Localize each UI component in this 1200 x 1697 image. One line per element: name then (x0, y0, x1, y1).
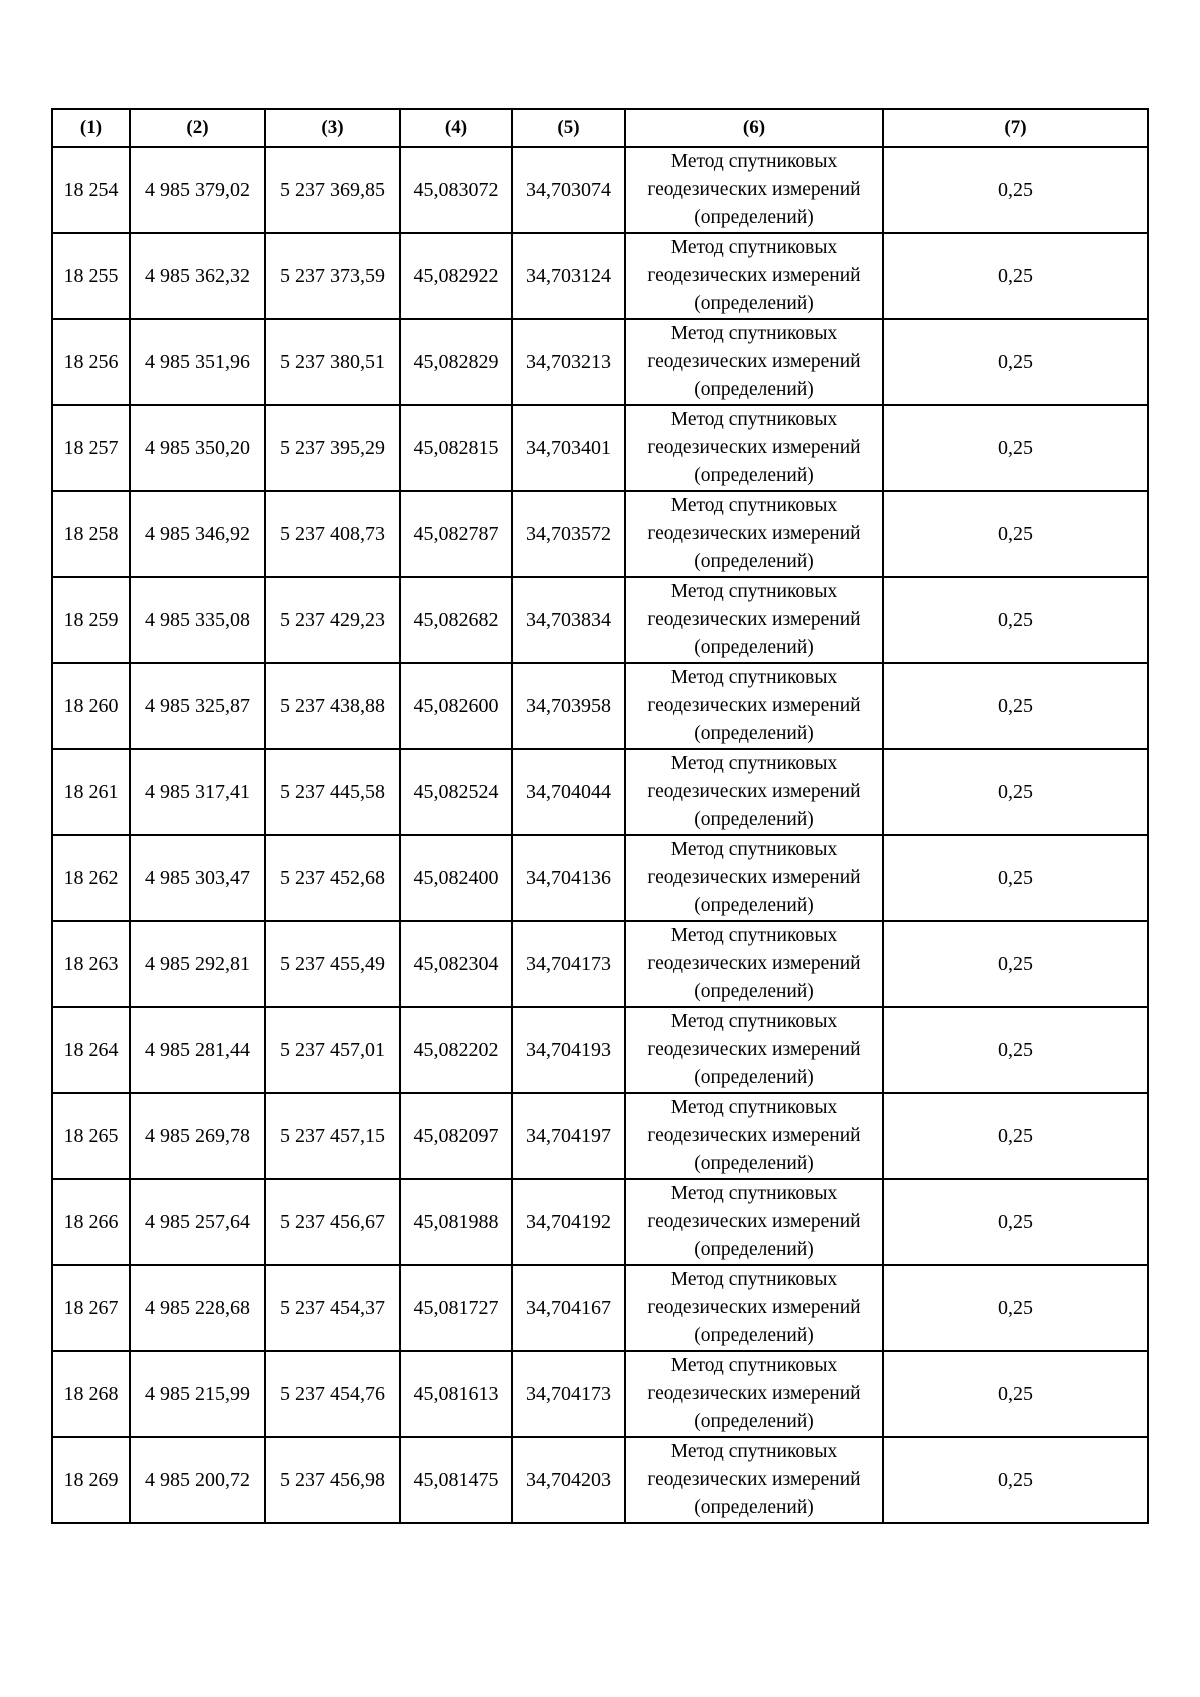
method-text-line: геодезических измерений (647, 179, 861, 200)
point-number-cell: 18 268 (52, 1351, 130, 1437)
latitude-cell: 45,081727 (400, 1265, 512, 1351)
x-coordinate-cell: 4 985 317,41 (130, 749, 265, 835)
method-cell (625, 1351, 883, 1437)
point-number-cell: 18 263 (52, 921, 130, 1007)
longitude-cell: 34,704173 (512, 1351, 625, 1437)
accuracy-cell: 0,25 (883, 835, 1148, 921)
table-row (52, 1007, 1148, 1093)
point-number-cell: 18 259 (52, 577, 130, 663)
method-text-line: геодезических измерений (647, 953, 861, 974)
latitude-cell: 45,082787 (400, 491, 512, 577)
method-text-line: (определений) (694, 1411, 814, 1432)
y-coordinate-cell: 5 237 438,88 (265, 663, 400, 749)
longitude-cell: 34,703213 (512, 319, 625, 405)
method-text-line: (определений) (694, 1067, 814, 1088)
method-text-line: Метод спутниковых (670, 1441, 838, 1462)
x-coordinate-cell: 4 985 335,08 (130, 577, 265, 663)
coordinates-table (51, 108, 1149, 1524)
method-text-line: Метод спутниковых (670, 323, 838, 344)
table-row (52, 663, 1148, 749)
method-cell (625, 1437, 883, 1523)
table-row (52, 1093, 1148, 1179)
point-number-cell: 18 260 (52, 663, 130, 749)
longitude-cell: 34,704197 (512, 1093, 625, 1179)
method-text-line: Метод спутниковых (670, 753, 838, 774)
latitude-cell: 45,082829 (400, 319, 512, 405)
accuracy-cell: 0,25 (883, 1351, 1148, 1437)
x-coordinate-cell: 4 985 303,47 (130, 835, 265, 921)
point-number-cell: 18 267 (52, 1265, 130, 1351)
method-cell (625, 405, 883, 491)
accuracy-cell: 0,25 (883, 749, 1148, 835)
accuracy-cell: 0,25 (883, 1093, 1148, 1179)
y-coordinate-cell: 5 237 429,23 (265, 577, 400, 663)
column-header-2: (2) (130, 109, 265, 147)
longitude-cell: 34,704167 (512, 1265, 625, 1351)
accuracy-cell: 0,25 (883, 1007, 1148, 1093)
method-text-line: (определений) (694, 1239, 814, 1260)
table-row (52, 1265, 1148, 1351)
point-number-cell: 18 258 (52, 491, 130, 577)
x-coordinate-cell: 4 985 215,99 (130, 1351, 265, 1437)
method-text-line: Метод спутниковых (670, 1355, 838, 1376)
point-number-cell: 18 264 (52, 1007, 130, 1093)
latitude-cell: 45,081988 (400, 1179, 512, 1265)
method-text-line: Метод спутниковых (670, 151, 838, 172)
table-row (52, 1179, 1148, 1265)
table-row (52, 147, 1148, 233)
method-cell (625, 1007, 883, 1093)
table-row (52, 577, 1148, 663)
method-cell (625, 577, 883, 663)
point-number-cell: 18 265 (52, 1093, 130, 1179)
method-text-line: Метод спутниковых (670, 409, 838, 430)
method-cell (625, 233, 883, 319)
longitude-cell: 34,703401 (512, 405, 625, 491)
latitude-cell: 45,082097 (400, 1093, 512, 1179)
accuracy-cell: 0,25 (883, 1179, 1148, 1265)
accuracy-cell: 0,25 (883, 663, 1148, 749)
method-text-line: Метод спутниковых (670, 1183, 838, 1204)
method-text-line: (определений) (694, 895, 814, 916)
y-coordinate-cell: 5 237 408,73 (265, 491, 400, 577)
method-cell (625, 491, 883, 577)
method-cell (625, 147, 883, 233)
y-coordinate-cell: 5 237 395,29 (265, 405, 400, 491)
y-coordinate-cell: 5 237 369,85 (265, 147, 400, 233)
header-row (52, 109, 1148, 147)
method-text-line: (определений) (694, 1497, 814, 1518)
method-text-line: (определений) (694, 551, 814, 572)
method-cell (625, 1093, 883, 1179)
method-text-line: (определений) (694, 465, 814, 486)
accuracy-cell: 0,25 (883, 577, 1148, 663)
point-number-cell: 18 257 (52, 405, 130, 491)
method-cell (625, 1265, 883, 1351)
longitude-cell: 34,703124 (512, 233, 625, 319)
method-text-line: геодезических измерений (647, 781, 861, 802)
method-text-line: (определений) (694, 981, 814, 1002)
method-text-line: Метод спутниковых (670, 1269, 838, 1290)
column-header-4: (4) (400, 109, 512, 147)
accuracy-cell: 0,25 (883, 921, 1148, 1007)
longitude-cell: 34,704203 (512, 1437, 625, 1523)
accuracy-cell: 0,25 (883, 491, 1148, 577)
x-coordinate-cell: 4 985 362,32 (130, 233, 265, 319)
longitude-cell: 34,703834 (512, 577, 625, 663)
x-coordinate-cell: 4 985 228,68 (130, 1265, 265, 1351)
table-row (52, 921, 1148, 1007)
column-header-7: (7) (883, 109, 1148, 147)
method-text-line: Метод спутниковых (670, 925, 838, 946)
method-text-line: (определений) (694, 1153, 814, 1174)
table-row (52, 491, 1148, 577)
y-coordinate-cell: 5 237 457,15 (265, 1093, 400, 1179)
document-page (51, 108, 1149, 1524)
column-header-3: (3) (265, 109, 400, 147)
table-row (52, 749, 1148, 835)
x-coordinate-cell: 4 985 281,44 (130, 1007, 265, 1093)
table-row (52, 1437, 1148, 1523)
method-text-line: Метод спутниковых (670, 1097, 838, 1118)
latitude-cell: 45,082682 (400, 577, 512, 663)
method-text-line: геодезических измерений (647, 1125, 861, 1146)
accuracy-cell: 0,25 (883, 147, 1148, 233)
method-cell (625, 835, 883, 921)
column-header-6: (6) (625, 109, 883, 147)
longitude-cell: 34,703572 (512, 491, 625, 577)
method-text-line: (определений) (694, 207, 814, 228)
method-cell (625, 1179, 883, 1265)
latitude-cell: 45,081613 (400, 1351, 512, 1437)
y-coordinate-cell: 5 237 454,76 (265, 1351, 400, 1437)
longitude-cell: 34,704192 (512, 1179, 625, 1265)
longitude-cell: 34,704044 (512, 749, 625, 835)
accuracy-cell: 0,25 (883, 233, 1148, 319)
point-number-cell: 18 262 (52, 835, 130, 921)
y-coordinate-cell: 5 237 445,58 (265, 749, 400, 835)
method-text-line: Метод спутниковых (670, 839, 838, 860)
longitude-cell: 34,704193 (512, 1007, 625, 1093)
latitude-cell: 45,082600 (400, 663, 512, 749)
method-text-line: геодезических измерений (647, 351, 861, 372)
method-text-line: Метод спутниковых (670, 237, 838, 258)
method-text-line: геодезических измерений (647, 1039, 861, 1060)
latitude-cell: 45,082524 (400, 749, 512, 835)
y-coordinate-cell: 5 237 454,37 (265, 1265, 400, 1351)
method-text-line: (определений) (694, 809, 814, 830)
longitude-cell: 34,703074 (512, 147, 625, 233)
x-coordinate-cell: 4 985 325,87 (130, 663, 265, 749)
y-coordinate-cell: 5 237 456,67 (265, 1179, 400, 1265)
latitude-cell: 45,082400 (400, 835, 512, 921)
x-coordinate-cell: 4 985 257,64 (130, 1179, 265, 1265)
x-coordinate-cell: 4 985 346,92 (130, 491, 265, 577)
x-coordinate-cell: 4 985 292,81 (130, 921, 265, 1007)
method-text-line: геодезических измерений (647, 1211, 861, 1232)
method-text-line: (определений) (694, 379, 814, 400)
table-body (52, 147, 1148, 1523)
longitude-cell: 34,704136 (512, 835, 625, 921)
table-row (52, 1351, 1148, 1437)
table-row (52, 405, 1148, 491)
method-text-line: геодезических измерений (647, 609, 861, 630)
latitude-cell: 45,082202 (400, 1007, 512, 1093)
method-cell (625, 319, 883, 405)
method-text-line: геодезических измерений (647, 1383, 861, 1404)
table-row (52, 835, 1148, 921)
point-number-cell: 18 266 (52, 1179, 130, 1265)
method-text-line: Метод спутниковых (670, 667, 838, 688)
method-cell (625, 921, 883, 1007)
x-coordinate-cell: 4 985 350,20 (130, 405, 265, 491)
latitude-cell: 45,082815 (400, 405, 512, 491)
method-text-line: (определений) (694, 723, 814, 744)
method-text-line: геодезических измерений (647, 695, 861, 716)
method-cell (625, 749, 883, 835)
method-text-line: Метод спутниковых (670, 1011, 838, 1032)
x-coordinate-cell: 4 985 200,72 (130, 1437, 265, 1523)
latitude-cell: 45,081475 (400, 1437, 512, 1523)
method-text-line: (определений) (694, 293, 814, 314)
accuracy-cell: 0,25 (883, 1265, 1148, 1351)
method-text-line: (определений) (694, 637, 814, 658)
y-coordinate-cell: 5 237 457,01 (265, 1007, 400, 1093)
point-number-cell: 18 269 (52, 1437, 130, 1523)
y-coordinate-cell: 5 237 373,59 (265, 233, 400, 319)
method-text-line: геодезических измерений (647, 265, 861, 286)
table-row (52, 319, 1148, 405)
point-number-cell: 18 255 (52, 233, 130, 319)
method-cell (625, 663, 883, 749)
y-coordinate-cell: 5 237 455,49 (265, 921, 400, 1007)
method-text-line: геодезических измерений (647, 867, 861, 888)
accuracy-cell: 0,25 (883, 1437, 1148, 1523)
x-coordinate-cell: 4 985 379,02 (130, 147, 265, 233)
method-text-line: геодезических измерений (647, 523, 861, 544)
point-number-cell: 18 261 (52, 749, 130, 835)
x-coordinate-cell: 4 985 269,78 (130, 1093, 265, 1179)
method-text-line: Метод спутниковых (670, 581, 838, 602)
latitude-cell: 45,082922 (400, 233, 512, 319)
method-text-line: геодезических измерений (647, 1469, 861, 1490)
x-coordinate-cell: 4 985 351,96 (130, 319, 265, 405)
column-header-1: (1) (52, 109, 130, 147)
method-text-line: геодезических измерений (647, 1297, 861, 1318)
method-text-line: (определений) (694, 1325, 814, 1346)
y-coordinate-cell: 5 237 456,98 (265, 1437, 400, 1523)
column-header-5: (5) (512, 109, 625, 147)
method-text-line: Метод спутниковых (670, 495, 838, 516)
latitude-cell: 45,083072 (400, 147, 512, 233)
accuracy-cell: 0,25 (883, 405, 1148, 491)
longitude-cell: 34,703958 (512, 663, 625, 749)
y-coordinate-cell: 5 237 380,51 (265, 319, 400, 405)
table-row (52, 233, 1148, 319)
y-coordinate-cell: 5 237 452,68 (265, 835, 400, 921)
latitude-cell: 45,082304 (400, 921, 512, 1007)
longitude-cell: 34,704173 (512, 921, 625, 1007)
point-number-cell: 18 256 (52, 319, 130, 405)
accuracy-cell: 0,25 (883, 319, 1148, 405)
point-number-cell: 18 254 (52, 147, 130, 233)
method-text-line: геодезических измерений (647, 437, 861, 458)
